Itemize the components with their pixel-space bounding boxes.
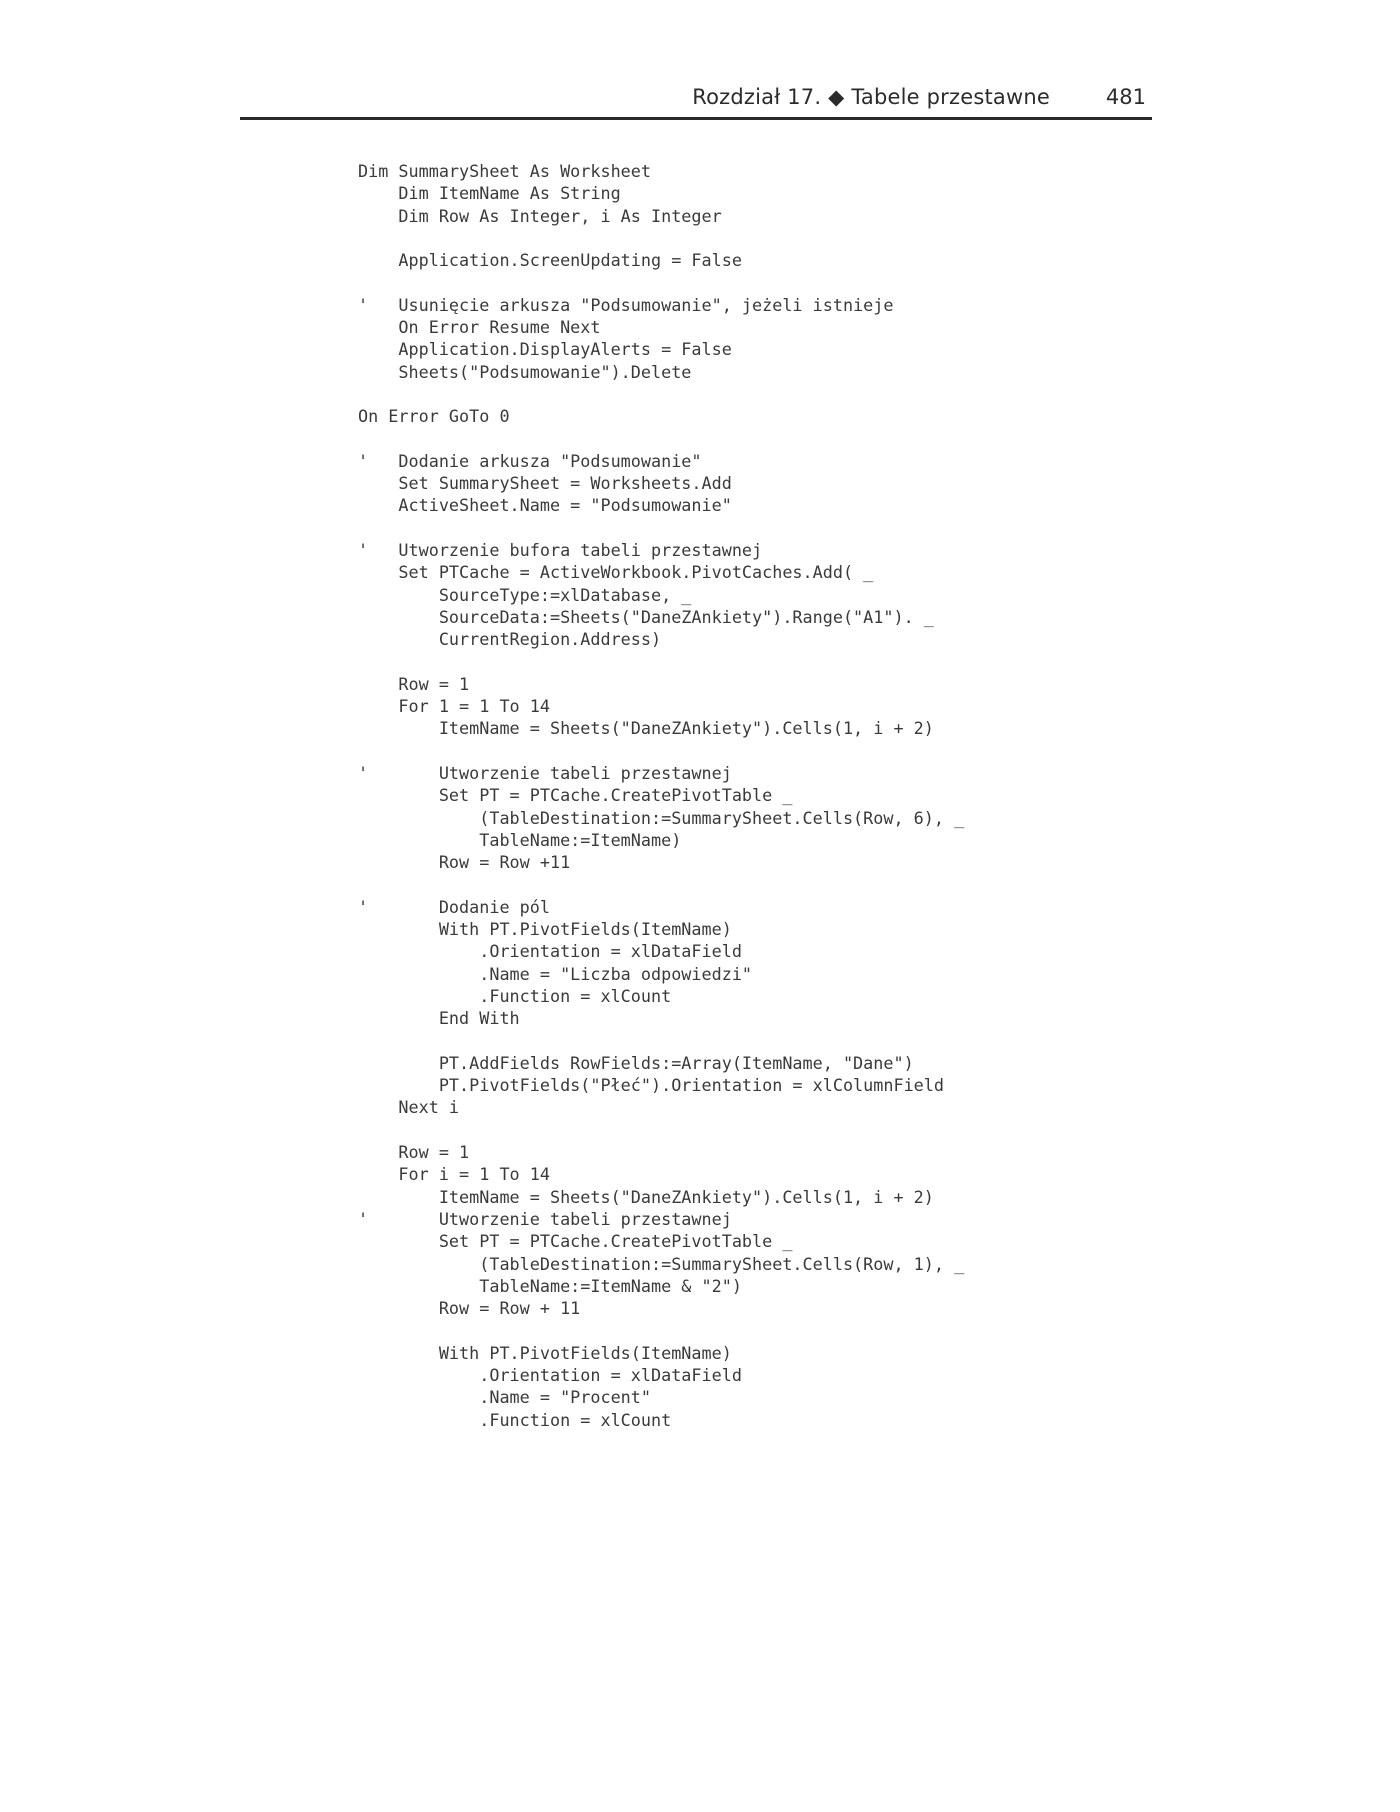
code-line: For 1 = 1 To 14: [358, 696, 550, 717]
code-line: .Orientation = xlDataField: [358, 941, 742, 962]
code-line: [358, 428, 964, 450]
code-line: ' Dodanie arkusza "Podsumowanie": [358, 450, 702, 471]
code-line: ' Utworzenie bufora tabeli przestawnej: [358, 540, 763, 561]
code-line: [358, 1319, 964, 1341]
code-line: Row = 1: [358, 1142, 470, 1163]
code-line: Set SummarySheet = Worksheets.Add: [358, 473, 732, 494]
code-line: On Error Resume Next: [358, 317, 601, 338]
code-line: CurrentRegion.Address): [358, 629, 662, 650]
code-line: ItemName = Sheets("DaneZAnkiety").Cells(1, i + 2): [358, 1186, 934, 1207]
code-line: Row = Row +11: [358, 852, 571, 873]
code-line: For i = 1 To 14: [358, 1164, 550, 1185]
code-line: [358, 874, 964, 896]
code-line: SourceData:=Sheets("DaneZAnkiety").Range("A1"). _: [358, 606, 934, 627]
header-rule: [240, 117, 1152, 120]
code-line: Dim Row As Integer, i As Integer: [358, 205, 722, 226]
page-number: 481: [1105, 85, 1146, 109]
code-line: TableName:=ItemName & "2"): [358, 1275, 742, 1296]
code-line: SourceType:=xlDatabase, _: [358, 584, 692, 605]
code-line: Next i: [358, 1097, 460, 1118]
code-line: (TableDestination:=SummarySheet.Cells(Row, 1), _: [358, 1253, 965, 1274]
code-line: .Name = "Liczba odpowiedzi": [358, 963, 753, 984]
page-header: [240, 80, 1152, 120]
code-line: ' Usunięcie arkusza "Podsumowanie", jeżeli istnieje: [358, 294, 894, 315]
code-line: [358, 740, 964, 762]
code-line: Row = 1: [358, 673, 470, 694]
code-line: .Orientation = xlDataField: [358, 1365, 742, 1386]
code-line: Set PT = PTCache.CreatePivotTable _: [358, 1231, 793, 1252]
code-line: .Function = xlCount: [358, 985, 672, 1006]
code-line: Sheets("Podsumowanie").Delete: [358, 361, 692, 382]
code-line: Application.DisplayAlerts = False: [358, 339, 732, 360]
code-line: TableName:=ItemName): [358, 829, 682, 850]
code-line: ' Dodanie pól: [358, 896, 550, 917]
code-line: .Function = xlCount: [358, 1409, 672, 1430]
code-line: [358, 1030, 964, 1052]
code-line: On Error GoTo 0: [358, 406, 510, 427]
code-line: [358, 383, 964, 405]
code-line: (TableDestination:=SummarySheet.Cells(Row, 6), _: [358, 807, 965, 828]
code-line: [358, 1119, 964, 1141]
code-line: PT.AddFields RowFields:=Array(ItemName, "Dane"): [358, 1052, 914, 1073]
code-line: [358, 651, 964, 673]
code-line: Set PTCache = ActiveWorkbook.PivotCaches.Add( _: [358, 562, 874, 583]
code-line: ItemName = Sheets("DaneZAnkiety").Cells(1, i + 2): [358, 718, 934, 739]
code-line: With PT.PivotFields(ItemName): [358, 1342, 732, 1363]
code-line: [358, 517, 964, 539]
code-line: ' Utworzenie tabeli przestawnej: [358, 1208, 732, 1229]
code-line: Application.ScreenUpdating = False: [358, 250, 742, 271]
code-line: [358, 227, 964, 249]
code-line: End With: [358, 1008, 520, 1029]
code-line: Set PT = PTCache.CreatePivotTable _: [358, 785, 793, 806]
code-line: With PT.PivotFields(ItemName): [358, 919, 732, 940]
code-line: Dim ItemName As String: [358, 183, 621, 204]
code-line: [358, 271, 964, 293]
code-line: PT.PivotFields("Płeć").Orientation = xlColumnField: [358, 1075, 944, 1096]
code-line: ActiveSheet.Name = "Podsumowanie": [358, 495, 732, 516]
code-line: Dim SummarySheet As Worksheet: [358, 161, 651, 181]
running-title: Rozdział 17. ◆ Tabele przestawne: [692, 85, 1050, 109]
code-line: Row = Row + 11: [358, 1298, 581, 1319]
code-line: ' Utworzenie tabeli przestawnej: [358, 763, 732, 784]
code-listing: [358, 160, 964, 1431]
code-line: .Name = "Procent": [358, 1387, 651, 1408]
